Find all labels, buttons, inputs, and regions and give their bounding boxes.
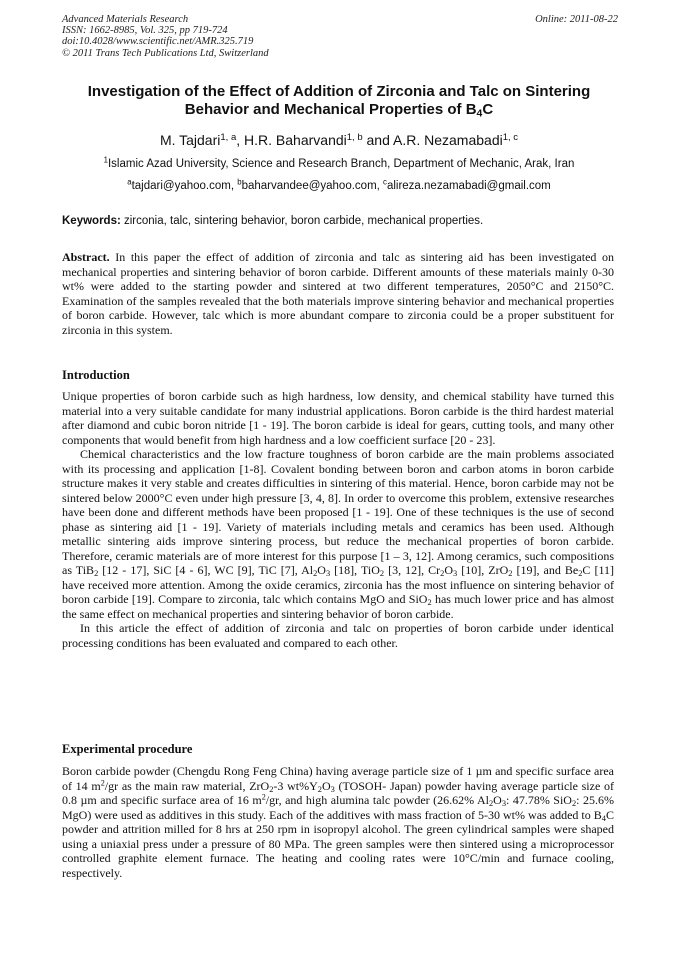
- p2-seg-3: O: [317, 563, 326, 577]
- p2-seg-2: [12 - 17], SiC [4 - 6], WC [9], TiC [7], Al: [98, 563, 314, 577]
- p2-seg-9: C [11] have received more attention. Among the oxide ceramics, zirconia has the most influence on sintering behavior of boron carbide [19]. Compare to zirconia, talc which contains MgO and SiO: [62, 563, 614, 606]
- paper-title: [40, 83, 638, 119]
- exp-sub-4: 2: [488, 799, 494, 809]
- author-1-sup: 1, a: [220, 131, 237, 143]
- exp-seg-1: Boron carbide powder (Chengdu Rong Feng China) having average particle size of 1 µm and specific surface area of 14 m: [62, 764, 614, 793]
- p2-sub-4: 2: [379, 569, 385, 579]
- experimental-heading: Experimental procedure: [62, 742, 193, 756]
- exp-seg-2: /gr as the main raw material, ZrO: [104, 778, 270, 793]
- title-line-2-text: Behavior and Mechanical Properties of B: [184, 101, 477, 118]
- exp-seg-4: O: [321, 778, 331, 793]
- journal-copyright: © 2011 Trans Tech Publications Ltd, Switzerland: [62, 47, 269, 59]
- p2-seg-6: O: [444, 563, 454, 577]
- author-emails: [40, 179, 638, 193]
- experimental-paragraph: [62, 764, 614, 880]
- p2-sub-6: 3: [453, 569, 458, 579]
- journal-doi[interactable]: doi:10.4028/www.scientific.net/AMR.325.719: [62, 36, 254, 48]
- affiliation-text: Islamic Azad University, Science and Research Branch, Department of Mechanic, Arak, Iran: [107, 158, 575, 170]
- exp-seg-10: C powder and attrition milled for 8 hrs at 250 rpm in isopropyl alcohol. The green cylindrical samples were shaped using a uniaxial press under a pressure of 80 MPa. The green samples were then sintered using a microprocessor controlled graphite element furnace. The heating and cooling rates were 10°C/min and furnace cooling, respectively.: [62, 807, 614, 880]
- author-3-sup: 1, c: [502, 131, 519, 143]
- online-date: Online: 2011-08-22: [535, 14, 618, 25]
- exp-seg-8: : 47.78% SiO: [506, 793, 572, 807]
- p2-sub-1: 2: [94, 569, 99, 579]
- exp-sub-7: 4: [601, 813, 606, 823]
- p2-sub-3: 3: [325, 569, 331, 579]
- p2-seg-5: [3, 12], Cr: [384, 563, 441, 577]
- email-a-sup: a: [127, 177, 132, 187]
- author-2: H.R. Baharvandi: [244, 132, 347, 148]
- title-subscript: 4: [476, 107, 483, 120]
- intro-paragraph-3: In this article the effect of addition of zirconia and talc on properties of boron carbide under identical processing conditions has been evaluated and compared to each other.: [62, 621, 614, 650]
- p2-sub-7: 2: [508, 569, 513, 579]
- intro-paragraph-2: [62, 447, 614, 621]
- author-list: [40, 131, 638, 149]
- author-1: M. Tajdari: [159, 132, 221, 148]
- author-2-sup: 1, b: [346, 131, 363, 143]
- experimental-body: [62, 764, 614, 880]
- author-3: A.R. Nezamabadi: [393, 132, 503, 148]
- p2-seg-7: [10], ZrO: [457, 563, 509, 577]
- email-c[interactable]: alireza.nezamabadi@gmail.com: [386, 180, 551, 192]
- affiliation: [40, 157, 638, 171]
- exp-sub-5: 3: [501, 799, 506, 809]
- keywords: [62, 214, 618, 228]
- abstract-label: Abstract.: [62, 250, 110, 264]
- p2-sub-9: 2: [427, 598, 432, 608]
- author-sep-2: and: [362, 132, 393, 148]
- journal-issn: ISSN: 1662-8985, Vol. 325, pp 719-724: [62, 25, 228, 37]
- p2-sub-2: 2: [313, 569, 318, 579]
- p2-sub-5: 2: [440, 569, 445, 579]
- keywords-text: zirconia, talc, sintering behavior, boron carbide, mechanical properties.: [120, 215, 484, 227]
- intro-paragraph-1: Unique properties of boron carbide such as high hardness, low density, and chemical stability have turned this material into a very suitable candidate for many industrial applications. Boron carbide is the third hardest material after diamond and cubic boron nitride [1 - 19]. The boron carbide is ideal for gears, cutting tools, and many other components that would benefit from high hardness and a low coefficient surface [20 - 23].: [62, 389, 614, 447]
- exp-sup-2: 2: [261, 792, 266, 802]
- exp-sup-1: 2: [100, 778, 105, 788]
- introduction-heading: Introduction: [62, 368, 130, 382]
- introduction-body: [62, 389, 614, 650]
- affiliation-sup: 1: [103, 155, 108, 165]
- exp-sub-1: 2: [269, 784, 274, 794]
- title-line-1: Investigation of the Effect of Addition of Zirconia and Talc on Sintering: [87, 83, 591, 100]
- email-a[interactable]: tajdari@yahoo.com,: [131, 180, 238, 192]
- journal-header: [62, 14, 618, 59]
- exp-sub-2: 2: [317, 784, 322, 794]
- abstract-text: In this paper the effect of addition of zirconia and talc as sintering aid has been investigated on mechanical properties and sintering behavior of boron carbide. Different amounts of these materials mainly 0-30 wt% were added to the starting powder and sintered at two different temperatures, 2050°C and 2150°C. Examination of the samples revealed that the both materials improve sintering behavior and mechanical properties of boron carbide. However, talc which is more abundant compare to zirconia could be a proper substituent for zirconia in this system.: [62, 250, 614, 337]
- keywords-label: Keywords:: [62, 215, 121, 227]
- exp-seg-7: O: [493, 793, 502, 807]
- exp-seg-3: -3 wt%Y: [273, 778, 318, 793]
- email-b-sup: b: [237, 177, 242, 187]
- author-sep-1: ,: [236, 132, 245, 148]
- exp-seg-6: /gr, and high alumina talc powder (26.62% Al: [265, 793, 489, 807]
- p2-sub-8: 2: [578, 569, 583, 579]
- title-line-2: [185, 101, 493, 118]
- journal-name: Advanced Materials Research: [62, 14, 189, 25]
- p2-seg-8: [19], and Be: [512, 563, 579, 577]
- abstract: [62, 250, 614, 337]
- email-b[interactable]: baharvandee@yahoo.com,: [241, 180, 384, 192]
- p2-seg-1: Chemical characteristics and the low fracture toughness of boron carbide are the main problems associated with its processing and application [1-8]. Covalent bonding between boron and carbon atoms in boron carbide structure makes it very stable and creates difficulties in sintering of this material. Hence, boron carbide may not be sintered below 2000°C even under high pressure [3, 4, 8]. In order to overcome this problem, extensive researches have been done and different methods have been proposed [1 - 19]. One of these techniques is the use of second phase as sintering aid [1 - 19]. Variety of materials including metals and ceramics has been used. Although metallic sintering aids improve sintering process, but reduce the mechanical properties of boron carbide. Therefore, ceramic materials are of more interest for this purpose [1 – 3, 12]. Among ceramics, such compositions as TiB: [62, 447, 614, 577]
- exp-sub-3: 3: [330, 784, 335, 794]
- exp-seg-9: : 25.6% MgO) were used as additives in this study. Each of the additives with mass fraction of 5-30 wt% was added to B: [62, 793, 614, 822]
- p2-seg-10: has much lower price and has almost the same effect on mechanical properties and sintering behavior of boron carbide.: [62, 592, 615, 621]
- p2-seg-4: [18], TiO: [330, 563, 380, 577]
- exp-sub-6: 2: [571, 799, 577, 809]
- exp-seg-5: (TOSOH- Japan) powder having average particle size of 0.8 µm and specific surface area of 16 m: [62, 778, 614, 807]
- email-c-sup: c: [383, 177, 387, 187]
- title-line-2-end: C: [482, 101, 494, 118]
